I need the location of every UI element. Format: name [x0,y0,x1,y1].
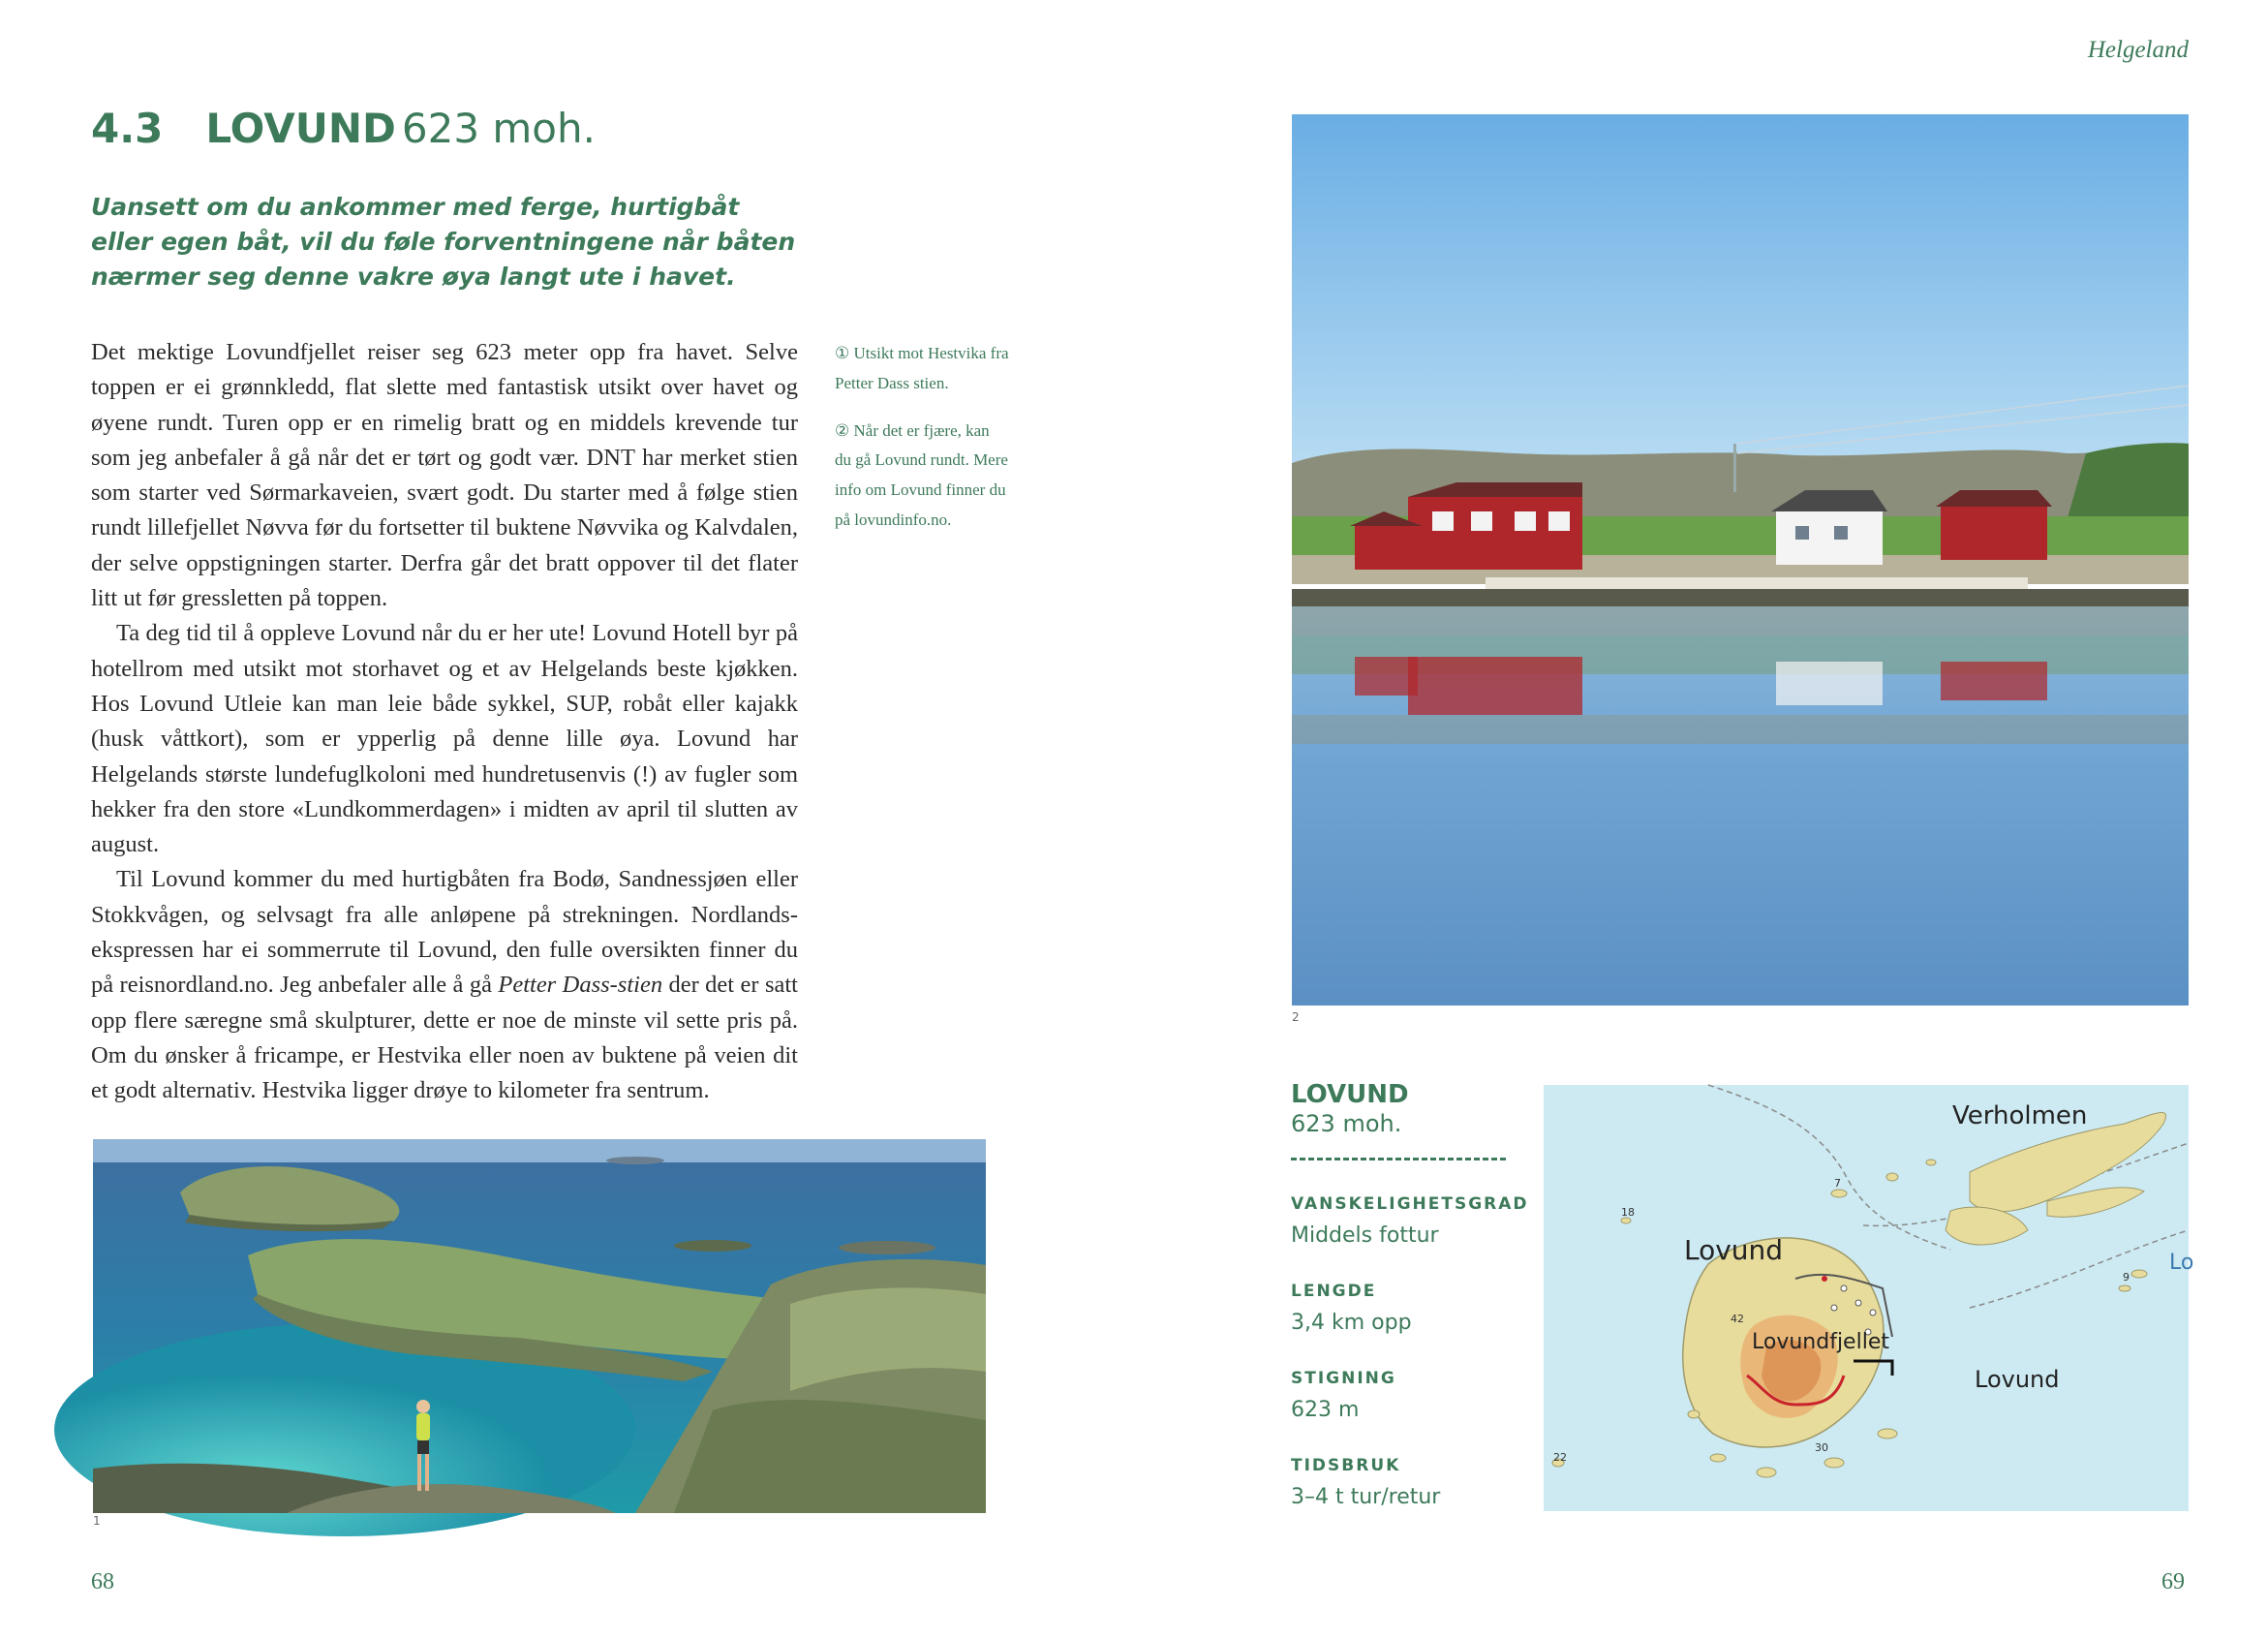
time-value: 3–4 t tur/retur [1291,1485,1441,1509]
map-point-9: 9 [2123,1271,2130,1284]
map-point-30: 30 [1815,1441,1828,1454]
photo-hestvika-illustration [93,1139,986,1513]
length-value: 3,4 km opp [1291,1311,1412,1335]
photo-lovund-houses-illustration [1292,114,2189,1006]
info-divider [1291,1158,1506,1160]
body-paragraph-3b: der det er satt opp flere særegne små skulpturer, dette er noe de minste vil sette pris på. Om du ønsker å fricampe, er Hestvika eller noen av buktene på veien dit et godt alternativ. Hestvika ligger drøye to kilometer fra sentrum. [91,972,798,1104]
white-house [1771,490,1887,565]
map-label-edge: Lo [2169,1251,2194,1275]
running-head: Helgeland [2087,37,2189,63]
map-label-lovundfjellet: Lovundfjellet [1752,1330,1889,1354]
info-subtitle: 623 moh. [1291,1110,1402,1137]
photo-hestvika [93,1139,986,1513]
section-elevation: 623 moh. [401,105,596,152]
body-paragraph-3 [91,862,798,1108]
info-title: LOVUND [1291,1080,1409,1109]
map-point-42: 42 [1731,1313,1744,1325]
map-label-verholmen: Verholmen [1952,1101,2088,1130]
map-point-7: 7 [1834,1177,1841,1190]
photo-number-1: 1 [93,1514,101,1528]
info-length [1291,1282,1412,1335]
petter-dass-stien: Petter Dass-stien [498,972,663,999]
ascent-value: 623 m [1291,1398,1360,1422]
section-heading [91,105,596,152]
lovund-map [1544,1085,2194,1511]
time-label: TIDSBRUK [1291,1456,1401,1475]
length-label: LENGDE [1291,1282,1377,1301]
ascent-label: STIGNING [1291,1369,1396,1388]
caption-1: ① Utsikt mot Hestvika fra Petter Dass stien. [835,344,1009,392]
red-house-right [1936,490,2052,560]
body-paragraph-1: Det mektige Lovundfjellet reiser seg 623 meter opp fra havet. Selve toppen er ei grønnkledd, flat slette med fantastisk utsikt over havet og øyene rundt. Turen opp er en rimelig bratt og en middels krevende tur som jeg anbefaler å gå når det er tørt og godt vær. DNT har merket stien som starter ved Sørmarkaveien, svært godt. Du starter med å følge stien rundt lillefjellet Nøvva før du fortsetter til buktene Nøvvika og Kalvdalen, der selve oppstigningen starter. Derfra går det bratt oppover til det flater litt ut før gressletten på toppen. [91,339,798,612]
page-number-right: 69 [2161,1569,2185,1594]
map-label-lovund-island: Lovund [1684,1234,1784,1266]
map-point-18: 18 [1621,1206,1635,1219]
caption-2: ② Når det er fjære, kan du gå Lovund rundt. Mere info om Lovund finner du på lovundinfo.no. [835,420,1008,529]
difficulty-label: VANSKELIGHETSGRAD [1291,1194,1529,1214]
body-paragraph-3a: Til Lovund kommer du med hurtigbåten fra Bodø, Sandnessjøen eller Stokkvågen, og selvsagt fra alle anløpene på strekningen. Nordlandsekspressen har ei sommerrute til Lovund, den fulle oversikten finner du på reisnordland.no. Jeg anbefaler alle å gå [91,866,798,999]
map-label-lovund-village: Lovund [1975,1366,2060,1393]
info-ascent [1291,1369,1396,1422]
section-name: LOVUND [205,105,396,152]
photo-lovund-houses [1292,114,2189,1006]
info-difficulty [1291,1194,1529,1248]
photo-number-2: 2 [1292,1010,1300,1024]
red-house-large [1408,482,1582,570]
map-point-22: 22 [1553,1451,1567,1464]
lead-paragraph: Uansett om du ankommer med ferge, hurtigbåt eller egen båt, vil du føle forventningene når båten nærmer seg denne vakre øya langt ute i havet. [91,193,796,291]
body-paragraph-2: Ta deg tid til å oppleve Lovund når du er her ute! Lovund Hotell byr på hotellrom med utsikt mot storhavet og et av Helgelands beste kjøkken. Hos Lovund Utleie kan man leie både sykkel, SUP, robåt eller kajakk (husk våttkort), som er ypperlig på denne lille øya. Lovund har Helgelands største lundefuglkoloni med hundretusenvis (!) av fugler som hekker fra den store «Lundkommerdagen» i midten av april til slutten av august. [91,620,798,858]
difficulty-value: Middels fottur [1291,1223,1439,1248]
body-text [91,335,798,1109]
page-number-left: 68 [91,1569,114,1594]
section-number: 4.3 [91,105,164,152]
tour-info-box [1291,1080,1529,1526]
info-time [1291,1456,1440,1509]
photo-captions [835,339,1009,553]
